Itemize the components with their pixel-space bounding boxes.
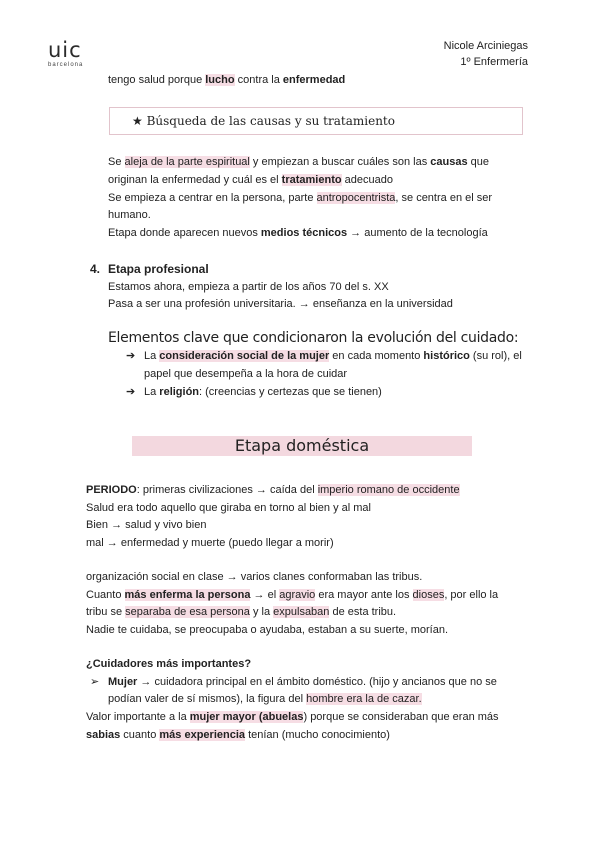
text-line — [108, 692, 422, 707]
text-line — [108, 173, 393, 188]
text-line — [108, 191, 492, 206]
text-span: y empiezan a buscar cuáles son las — [249, 156, 431, 168]
highlight-text: agravio — [279, 589, 316, 601]
section-banner — [132, 436, 472, 456]
logo-mark: uic — [48, 38, 82, 62]
text-line — [144, 385, 382, 400]
highlight-text: aleja de la parte espiritual — [124, 156, 250, 168]
text-span: : primeras civilizaciones → caída del — [136, 484, 318, 496]
text-span: La — [144, 350, 160, 362]
text-span: → el — [250, 589, 280, 601]
text-line: organización social en clase → varios clanes conformaban las tribus. — [86, 571, 423, 583]
callout-label: ★ Búsqueda de las causas y su tratamiento — [132, 114, 395, 128]
text-span: (su rol), el — [469, 350, 522, 362]
text-span: : (creencias y certezas que se tienen) — [199, 386, 382, 398]
text-span: → cuidadora principal en el ámbito doméstico. (hijo y ancianos que no se — [137, 676, 497, 688]
bold-text: medios técnicos — [260, 227, 348, 239]
text-span: → aumento de la tecnología — [347, 227, 488, 239]
course-name: 1º Enfermería — [460, 56, 528, 68]
text-line — [144, 349, 522, 364]
list-number: 4. — [90, 262, 101, 276]
banner-title: Etapa doméstica — [234, 436, 370, 455]
highlight-text: más experiencia — [159, 729, 246, 741]
text-line: humano. — [108, 209, 151, 221]
text-span: contra la — [234, 74, 283, 86]
text-span: Se empieza a centrar en la persona, parte — [108, 192, 317, 204]
question-heading: ¿Cuidadores más importantes? — [86, 658, 252, 670]
text-line: Pasa a ser una profesión universitaria. → enseñanza en la universidad — [108, 298, 453, 310]
text-span: podían valer de sí mismos), la figura del — [108, 693, 307, 705]
bold-text: religión — [159, 386, 200, 398]
text-span: , por ello la — [444, 589, 499, 601]
text-line: mal → enfermedad y muerte (puedo llegar a morir) — [86, 537, 334, 549]
text-line — [108, 155, 489, 170]
text-line — [108, 226, 488, 241]
text-span: era mayor ante los — [315, 589, 413, 601]
triangle-bullet-icon: ➢ — [90, 676, 100, 688]
text-span: Cuanto — [86, 589, 125, 601]
highlight-text: mujer mayor (abuelas — [189, 711, 304, 723]
bold-text: histórico — [423, 350, 470, 362]
arrow-bullet-icon: ➔ — [126, 350, 136, 362]
text-line — [108, 73, 345, 88]
bold-text: enfermedad — [282, 74, 346, 86]
text-span: La — [144, 386, 160, 398]
highlight-text: separaba de esa persona — [125, 606, 250, 618]
text-span: tengo salud porque — [108, 74, 206, 86]
highlight-text: antropocentrista — [316, 192, 396, 204]
text-line — [108, 675, 497, 690]
highlight-text: tratamiento — [281, 174, 342, 186]
highlight-text: hombre era la de cazar. — [306, 693, 422, 705]
text-line: Nadie te cuidaba, se preocupaba o ayudaba, estaban a su suerte, morían. — [86, 624, 449, 636]
highlight-text: lucho — [205, 74, 235, 86]
highlight-text: más enferma la persona — [124, 589, 251, 601]
text-span: Se — [108, 156, 125, 168]
highlight-text: imperio romano de occidente — [317, 484, 460, 496]
highlight-text: expulsaban — [273, 606, 330, 618]
text-line — [86, 483, 460, 498]
text-line — [86, 588, 498, 603]
text-span: de esta tribu. — [329, 606, 397, 618]
text-line: Salud era todo aquello que giraba en torno al bien y al mal — [86, 502, 371, 514]
handwritten-heading: Elementos clave que condicionaron la evolución del cuidado: — [108, 330, 519, 346]
text-span: y la — [249, 606, 274, 618]
uic-logo — [48, 40, 83, 68]
text-line: Bien → salud y vivo bien — [86, 519, 207, 531]
text-span: , se centra en el ser — [395, 192, 493, 204]
author-name: Nicole Arciniegas — [443, 40, 528, 52]
callout-box — [109, 107, 523, 135]
logo-subtitle: barcelona — [48, 62, 84, 68]
text-line — [86, 728, 390, 743]
text-line: papel que desempeña a la hora de cuidar — [144, 368, 348, 380]
text-span: ) porque se consideraban que eran más — [303, 711, 499, 723]
text-span: Etapa donde aparecen nuevos — [108, 227, 261, 239]
text-span: originan la enfermedad y cuál es el — [108, 174, 282, 186]
text-span: adecuado — [341, 174, 393, 186]
section-heading: Etapa profesional — [108, 262, 209, 276]
highlight-text: consideración social de la mujer — [159, 350, 330, 362]
text-span: cuanto — [120, 729, 160, 741]
text-span: Valor importante a la — [86, 711, 190, 723]
bold-text: sabias — [86, 729, 121, 741]
author-block — [444, 38, 528, 70]
bold-text: Mujer — [108, 676, 138, 688]
highlight-text: dioses — [412, 589, 445, 601]
bold-text: PERIODO — [86, 484, 137, 496]
text-line — [86, 710, 499, 725]
bold-text: causas — [430, 156, 468, 168]
text-span: en cada momento — [329, 350, 424, 362]
arrow-bullet-icon: ➔ — [126, 386, 136, 398]
text-span: tribu se — [86, 606, 126, 618]
text-line — [86, 605, 396, 620]
text-span: que — [467, 156, 489, 168]
text-line: Estamos ahora, empieza a partir de los años 70 del s. XX — [108, 281, 389, 293]
text-span: tenían (mucho conocimiento) — [245, 729, 390, 741]
